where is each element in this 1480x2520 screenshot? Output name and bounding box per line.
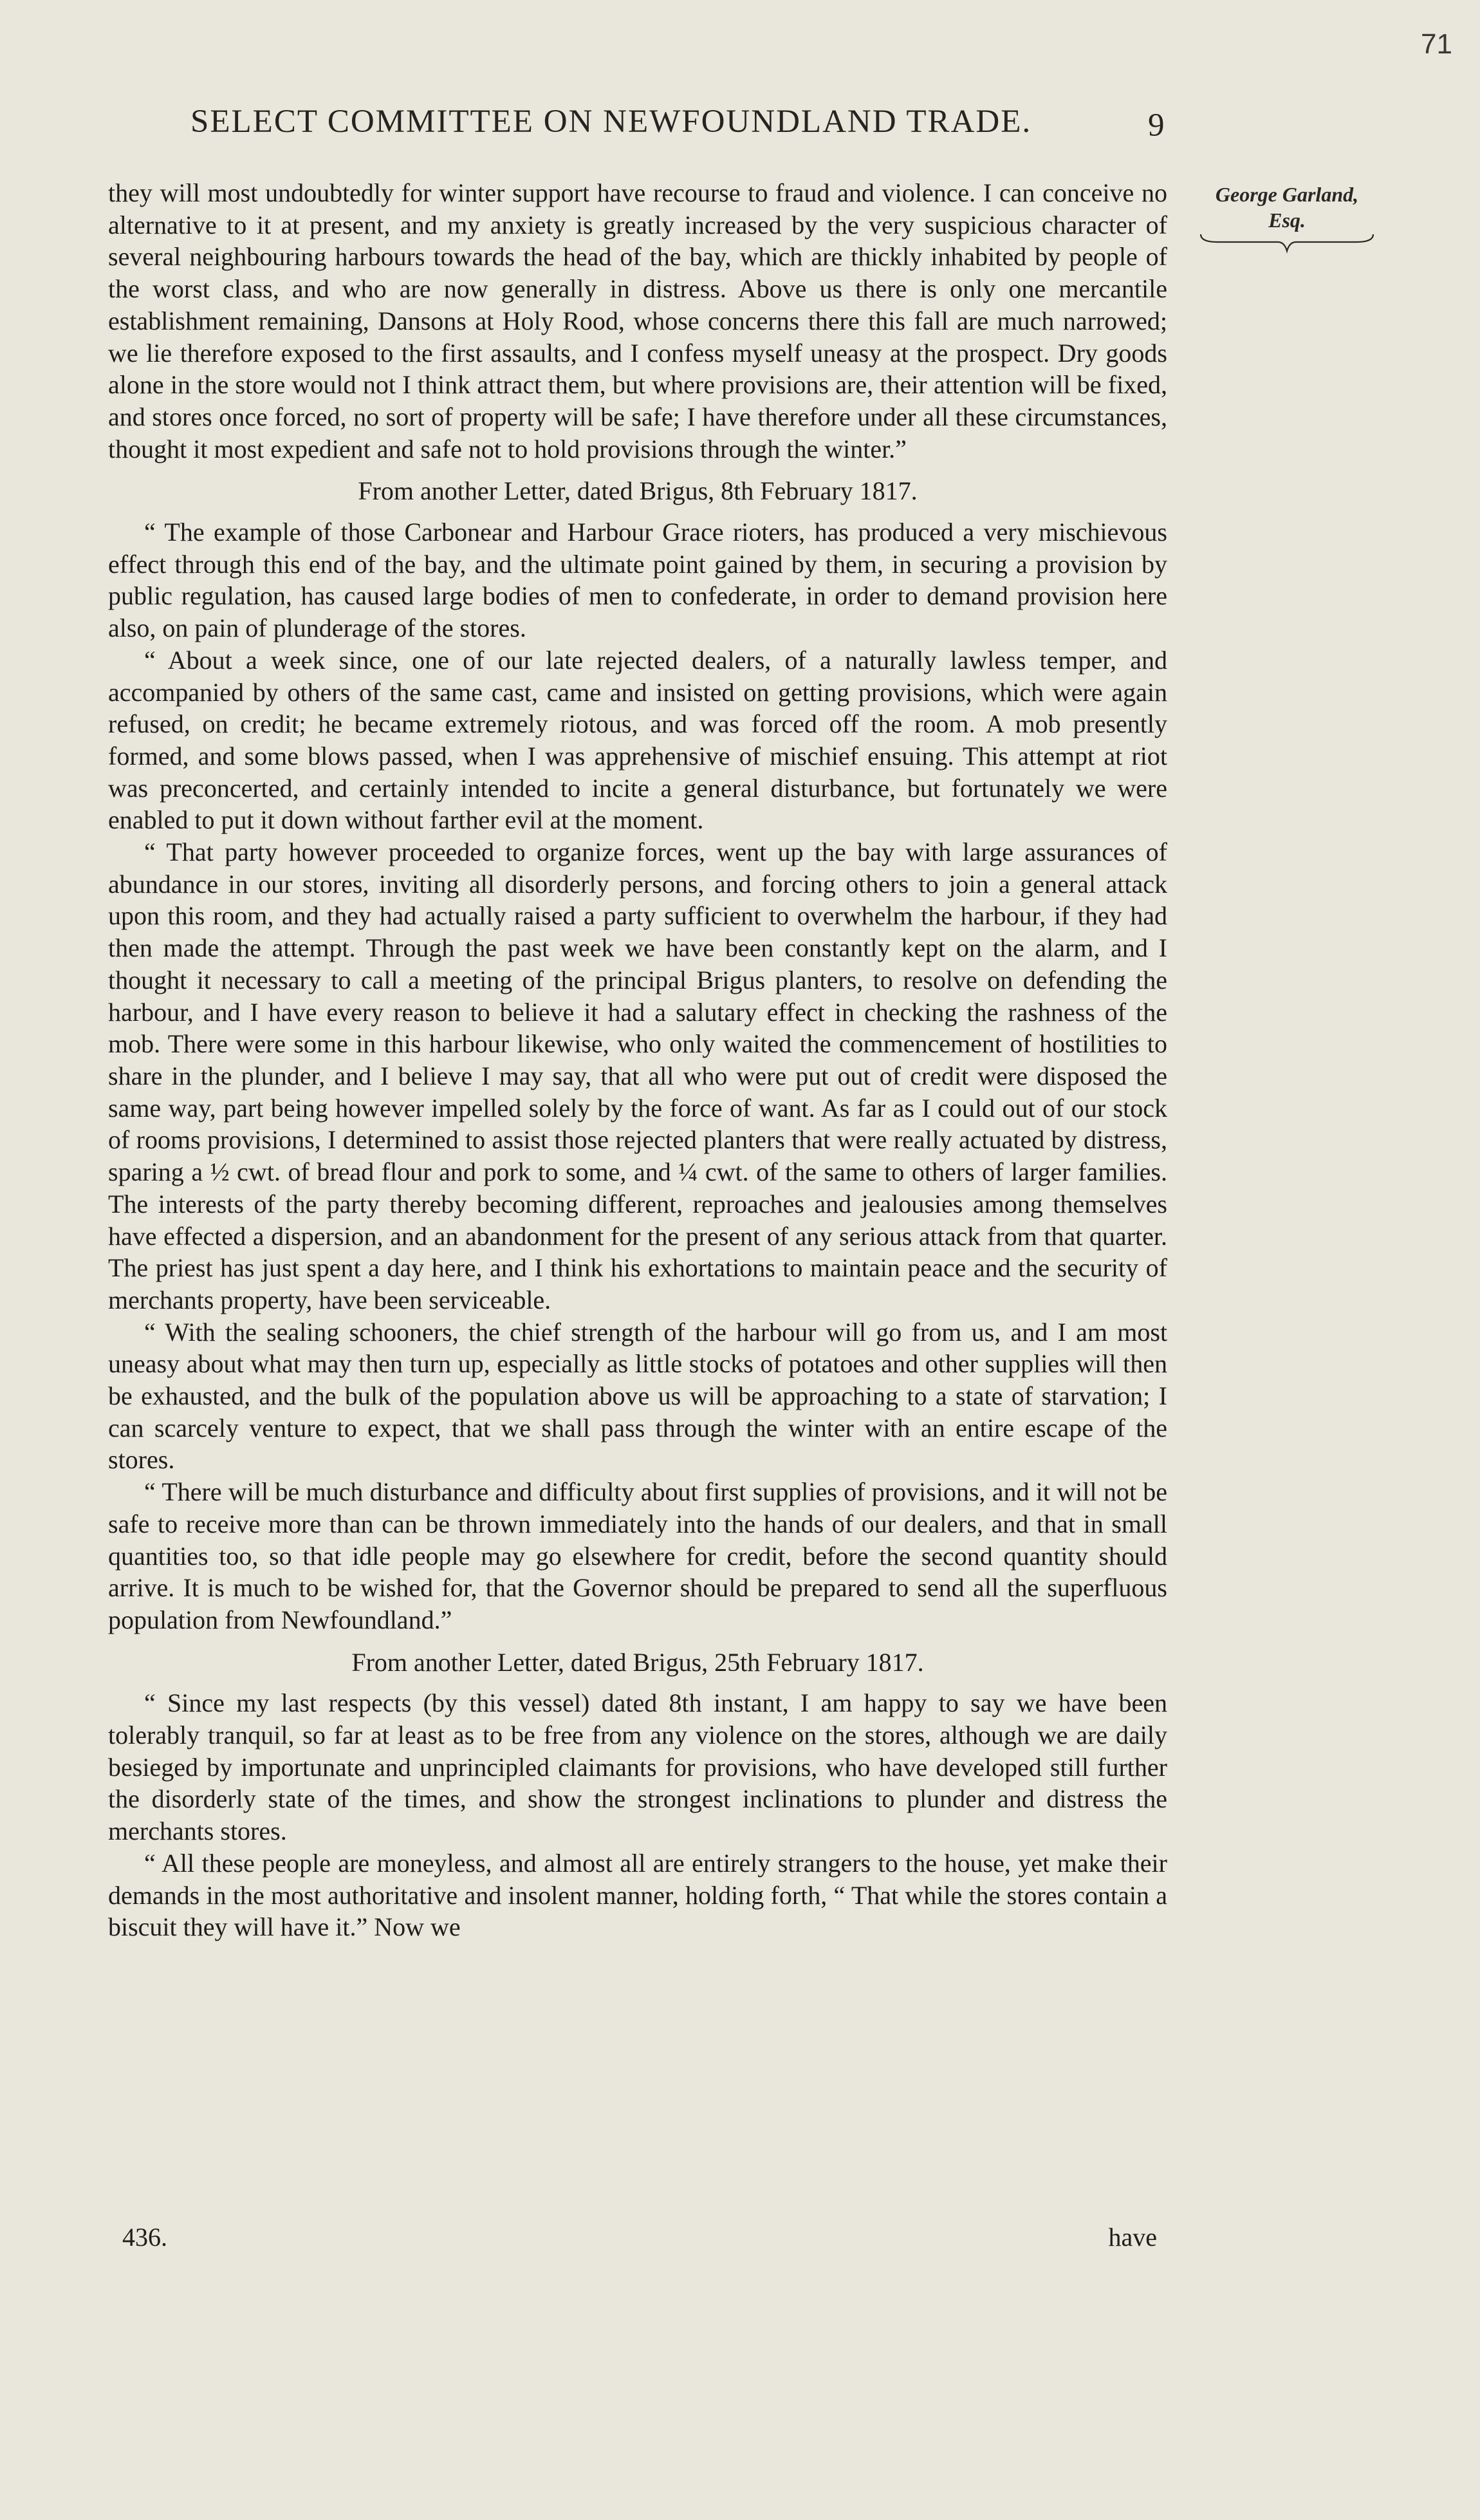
paragraph: “ All these people are moneyless, and almost all are entirely strangers to the house, yet make their demands in the most authoritative and insolent manner, holding forth, “ That while the stores contain a biscuit they will have it.” Now we	[108, 1848, 1167, 1942]
running-head-title: SELECT COMMITTEE ON NEWFOUNDLAND TRADE.	[190, 104, 1032, 140]
paragraph: “ The example of those Carbonear and Harbour Grace rioters, has produced a very mischievous effect through this end of the bay, and the ultimate point gained by them, in securing a provision by public regulation, has caused large bodies of men to confederate, in order to demand provision here also, on pain of plunderage of the stores.	[108, 518, 1167, 643]
catchword: have	[1108, 2223, 1157, 2252]
page-number: 9	[1148, 107, 1166, 144]
margin-note-suffix: Esq.	[1268, 209, 1306, 232]
paragraph: “ With the sealing schooners, the chief strength of the harbour will go from us, and I am most uneasy about what may then turn up, especially as little stocks of potatoes and other supplies will then be exhausted, and the bulk of the population above us will be approaching to a state of starvation; I can scarcely venture to expect, that we shall pass through the winter with an entire escape of the stores.	[108, 1317, 1167, 1475]
letter-heading: From another Letter, dated Brigus, 25th February 1817.	[351, 1647, 924, 1677]
page-footer	[108, 2222, 1167, 2261]
paragraph: “ That party however proceeded to organize forces, went up the bay with large assurances of abundance in our stores, inviting all disorderly persons, and forcing others to join a general attack upon this room, and they had actually raised a party sufficient to overwhelm the harbour, if they had then made the attempt. Through the past week we have been constantly kept on the alarm, and I thought it necessary to call a meeting of the principal Brigus planters, to resolve on defending the harbour, and I have every reason to believe it had a salutary effect in checking the rashness of the mob. There were some in this harbour likewise, who only waited the commencement of hostilities to share in the plunder, and I believe I may say, that all who were put out of credit were disposed the same way, part being however impelled solely by the force of want. As far as I could out of our stock of rooms provisions, I determined to assist those rejected planters that were really actuated by distress, sparing a ½ cwt. of bread flour and pork to some, and ¼ cwt. of the same to others of larger families. The interests of the party thereby becoming different, reproaches and jealousies among themselves have effected a dispersion, and an abandonment for the present of any serious attack from that quarter. The priest has just spent a day here, and I think his exhortations to maintain peace and the security of merchants property, have been serviceable.	[108, 837, 1167, 1314]
margin-brace-icon	[1198, 232, 1376, 254]
margin-note	[1197, 182, 1377, 233]
archive-page-number: 71	[1421, 28, 1452, 60]
paragraph: “ About a week since, one of our late rejected dealers, of a naturally lawless temper, and accompanied by others of the same cast, came and insisted on getting provisions, which were again refused, on credit; he became extremely riotous, and was forced off the room. A mob presently formed, and some blows passed, when I was apprehensive of mischief ensuing. This attempt at riot was preconcerted, and certainly intended to incite a general disturbance, but fortunately we were enabled to put it down without farther evil at the moment.	[108, 645, 1167, 835]
letter-heading: From another Letter, dated Brigus, 8th February 1817.	[358, 476, 918, 506]
signature-mark: 436.	[122, 2223, 167, 2252]
paragraph: they will most undoubtedly for winter support have recourse to fraud and violence. I can conceive no alternative to it at present, and my anxiety is greatly increased by the very suspicious character of several neighbouring harbours towards the head of the bay, which are thickly inhabited by people of the worst class, and who are now generally in distress. Above us there is only one mercantile establishment remaining, Dansons at Holy Rood, whose concerns there this fall are much narrowed; we lie therefore exposed to the first assaults, and I confess myself uneasy at the prospect. Dry goods alone in the store would not I think attract them, but where provisions are, their attention will be fixed, and stores once forced, no sort of property will be safe; I have therefore under all these circumstances, thought it most expedient and safe not to hold provisions through the winter.”	[108, 178, 1167, 463]
margin-note-name: George Garland,	[1215, 183, 1359, 206]
body-text	[108, 177, 1167, 1943]
paragraph: “ There will be much disturbance and difficulty about first supplies of provisions, and it will not be safe to receive more than can be thrown immediately into the hands of our dealers, and that in small quantities too, so that idle people may go elsewhere for credit, before the second quantity should arrive. It is much to be wished for, that the Governor should be prepared to send all the superfluous population from Newfoundland.”	[108, 1477, 1167, 1634]
paragraph: “ Since my last respects (by this vessel) dated 8th instant, I am happy to say we have been tolerably tranquil, so far at least as to be free from any violence on the stores, although we are daily besieged by importunate and unprincipled claimants for provisions, who have developed still further the disorderly state of the times, and show the strongest inclinations to plunder and distress the merchants stores.	[108, 1688, 1167, 1846]
